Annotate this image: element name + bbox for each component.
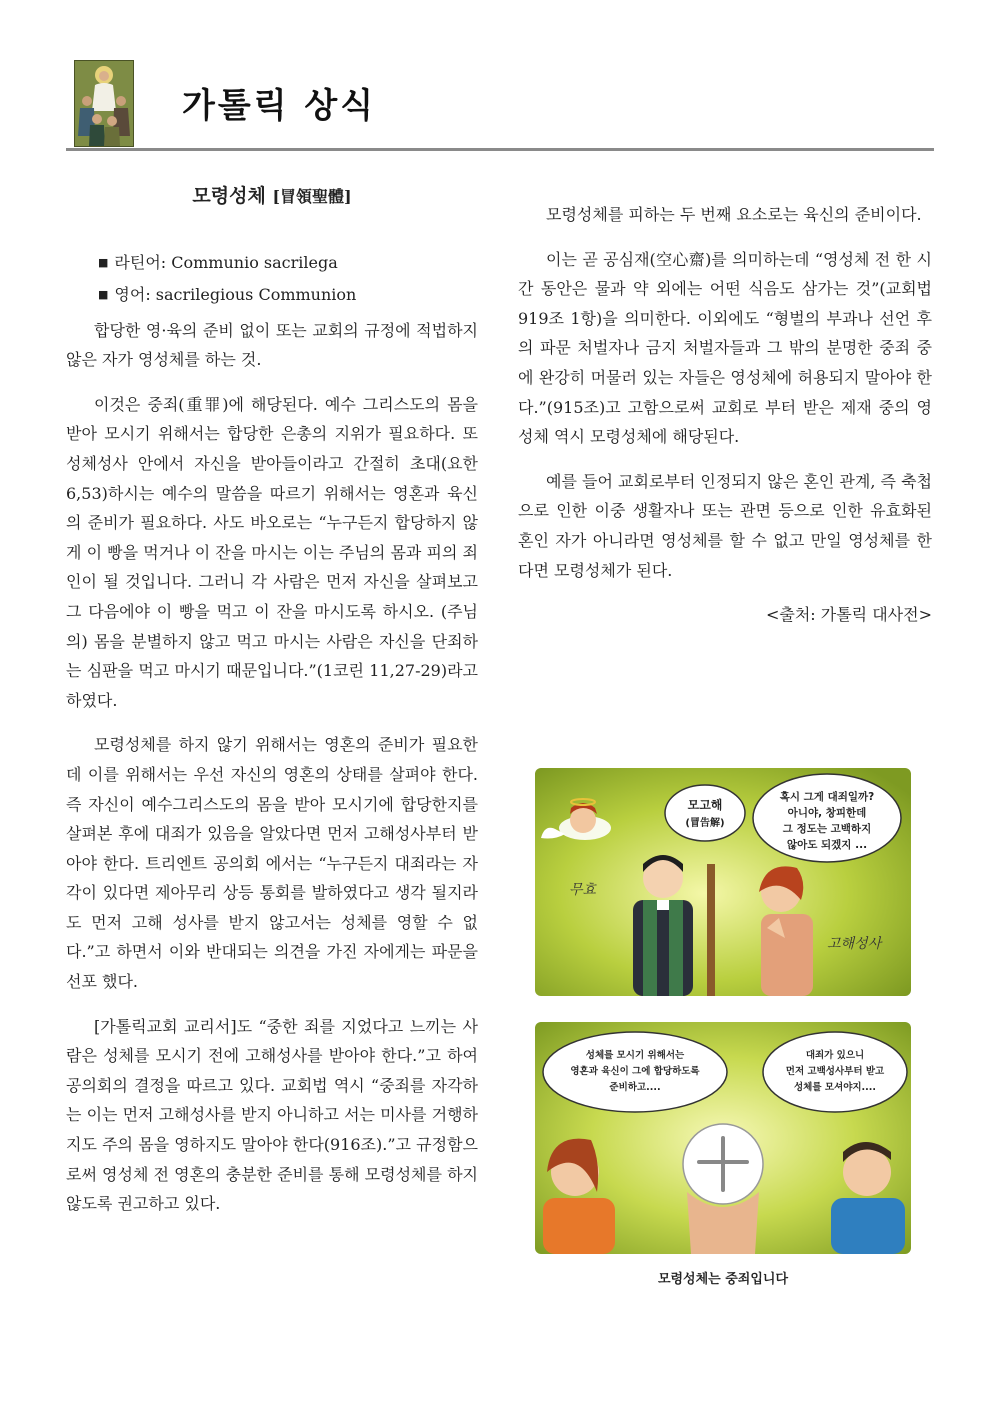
article-title-hanja: [冒領聖體] [272,187,352,206]
cartoon-confession-illustration [535,768,911,996]
paragraph: 이것은 중죄(重罪)에 해당된다. 예수 그리스도의 몸을 받아 모시기 위해서는 합당한 은총의 지위가 필요하다. 또 성체성사 안에서 자신을 받아들이라고 간절히 초대(요한 6,53)하시는 예수의 말씀을 따르기 위해서는 영혼과 육신의 준비가 필요하다. 사도 바오로는 “누구든지 합당하지 않게 이 빵을 먹거나 이 잔을 마시는 이는 주님의 몸과 피의 죄인이 될 것입니다. 그러니 각 사람은 먼저 자신을 살펴보고 그 다음에야 이 빵을 먹고 이 잔을 마시도록 하시오. (주님의) 몸을 분별하지 않고 먹고 마시는 사람은 자신을 단죄하는 심판을 먹고 마시기 때문입니다.”(1코린 11,27-29)라고 하였다. [66,394,478,710]
definition-list [66,248,478,312]
bubble-right-line-3: 그 정도는 고백하지 [782,823,872,835]
bubble-right-line-2: 아니야, 창피한데 [787,807,867,819]
paragraph: 합당한 영·육의 준비 없이 또는 교회의 규정에 적법하지 않은 자가 영성체를 하는 것. [66,320,478,370]
hand-label-invalid: 무효 [569,882,597,898]
article-title: 모령성체 [冒領聖體] [192,185,352,207]
bubble-left-line-3: 준비하고.... [609,1082,661,1093]
bubble-right-line-3: 성체를 모셔야지.... [794,1082,876,1093]
bubble-right-line-4: 않아도 되겠지 ... [786,839,868,851]
bubble-right-line-1: 대죄가 있으니 [805,1050,865,1061]
cartoon-caption: 모령성체는 중죄입니다 [657,1272,789,1287]
header-logo [74,60,134,147]
paragraph: 모령성체를 하지 않기 위해서는 영혼의 준비가 필요한데 이를 위해서는 우선 자신의 영혼의 상태를 살펴야 한다. 즉 자신이 예수그리스도의 몸을 받아 모시기에 합당한지를 살펴본 후에 대죄가 있음을 알았다면 먼저 고해성사부터 받아야 한다. 트리엔트 공의회 에서는 “누구든지 대죄라는 자각이 있다면 제아무리 상등 통회를 발하였다고 생각 될지라도 먼저 고해 성사를 받지 않고서는 성체를 영할 수 없다.”고 하면서 이와 반대되는 의견을 가진 자에게는 파문을 선포 했다. [66,735,478,992]
paragraph: [가톨릭교회 교리서]도 “중한 죄를 지었다고 느끼는 사람은 성체를 모시기 전에 고해성사를 받아야 한다.”고 하여 공의회의 결정을 따르고 있다. 교회법 역시 “중죄를 자각하는 이는 먼저 고해성사를 받지 아니하고 서는 미사를 거행하지도 주의 몸을 영하지도 말아야 한다(916조).”고 규정함으로써 영성체 전 영혼의 충분한 준비를 통해 모령성체를 하지 않도록 권고하고 있다. [66,1016,478,1214]
paragraph: 모령성체를 피하는 두 번째 요소로는 육신의 준비이다. [546,205,922,224]
bubble-right-line-2: 먼저 고백성사부터 받고 [785,1066,885,1077]
bubble-left-line-1: 성체를 모시기 위해서는 [585,1050,685,1061]
definition-english: ■ 영어: sacrilegious Communion [98,280,478,312]
page-title: 가톨릭 상식 [182,86,377,126]
cartoon-communion-illustration [535,1022,911,1254]
bubble-left-line-2: 영혼과 육신이 그에 합당하도록 [570,1066,700,1077]
bubble-right-line-1: 혹시 그게 대죄일까? [779,791,875,803]
bubble-center-line-1: 모고해 [687,798,723,812]
paragraph: 이는 곧 공심재(空心齋)를 의미하는데 “영성체 전 한 시간 동안은 물과 약 외에는 어떤 식음도 삼가는 것”(교회법 919조 1항)을 의미한다. 이외에도 “형벌의 부과나 선언 후의 파문 처벌자나 금지 처벌자들과 그 밖의 분명한 중죄 중에 완강히 머물러 있는 자들은 영성체에 허용되지 말아야 한다.”(915조)고 고함으로써 교회로 부터 받은 제재 중의 영성체 역시 모령성체에 해당된다. [518,249,932,447]
paragraph: 예를 들어 교회로부터 인정되지 않은 혼인 관계, 즉 축첩으로 인한 이중 생활자나 또는 관면 등으로 인한 유효화된 혼인 자가 아니라면 영성체를 할 수 없고 만일 영성체를 한다면 모령성체가 된다. [518,471,932,580]
article-right-column [518,200,932,645]
cartoon-confession-panel [535,768,911,996]
bubble-center-line-2: (冒告解) [685,818,725,829]
cartoon-communion-panel [535,1022,911,1254]
hand-label-confession: 고해성사 [827,936,882,952]
source-citation: <출처: 가톨릭 대사전> [765,605,932,625]
definition-latin: ■ 라틴어: Communio sacrilega [98,248,478,280]
header-divider [66,148,934,151]
article-left-column [66,182,478,1234]
jesus-apostles-icon [75,61,133,146]
